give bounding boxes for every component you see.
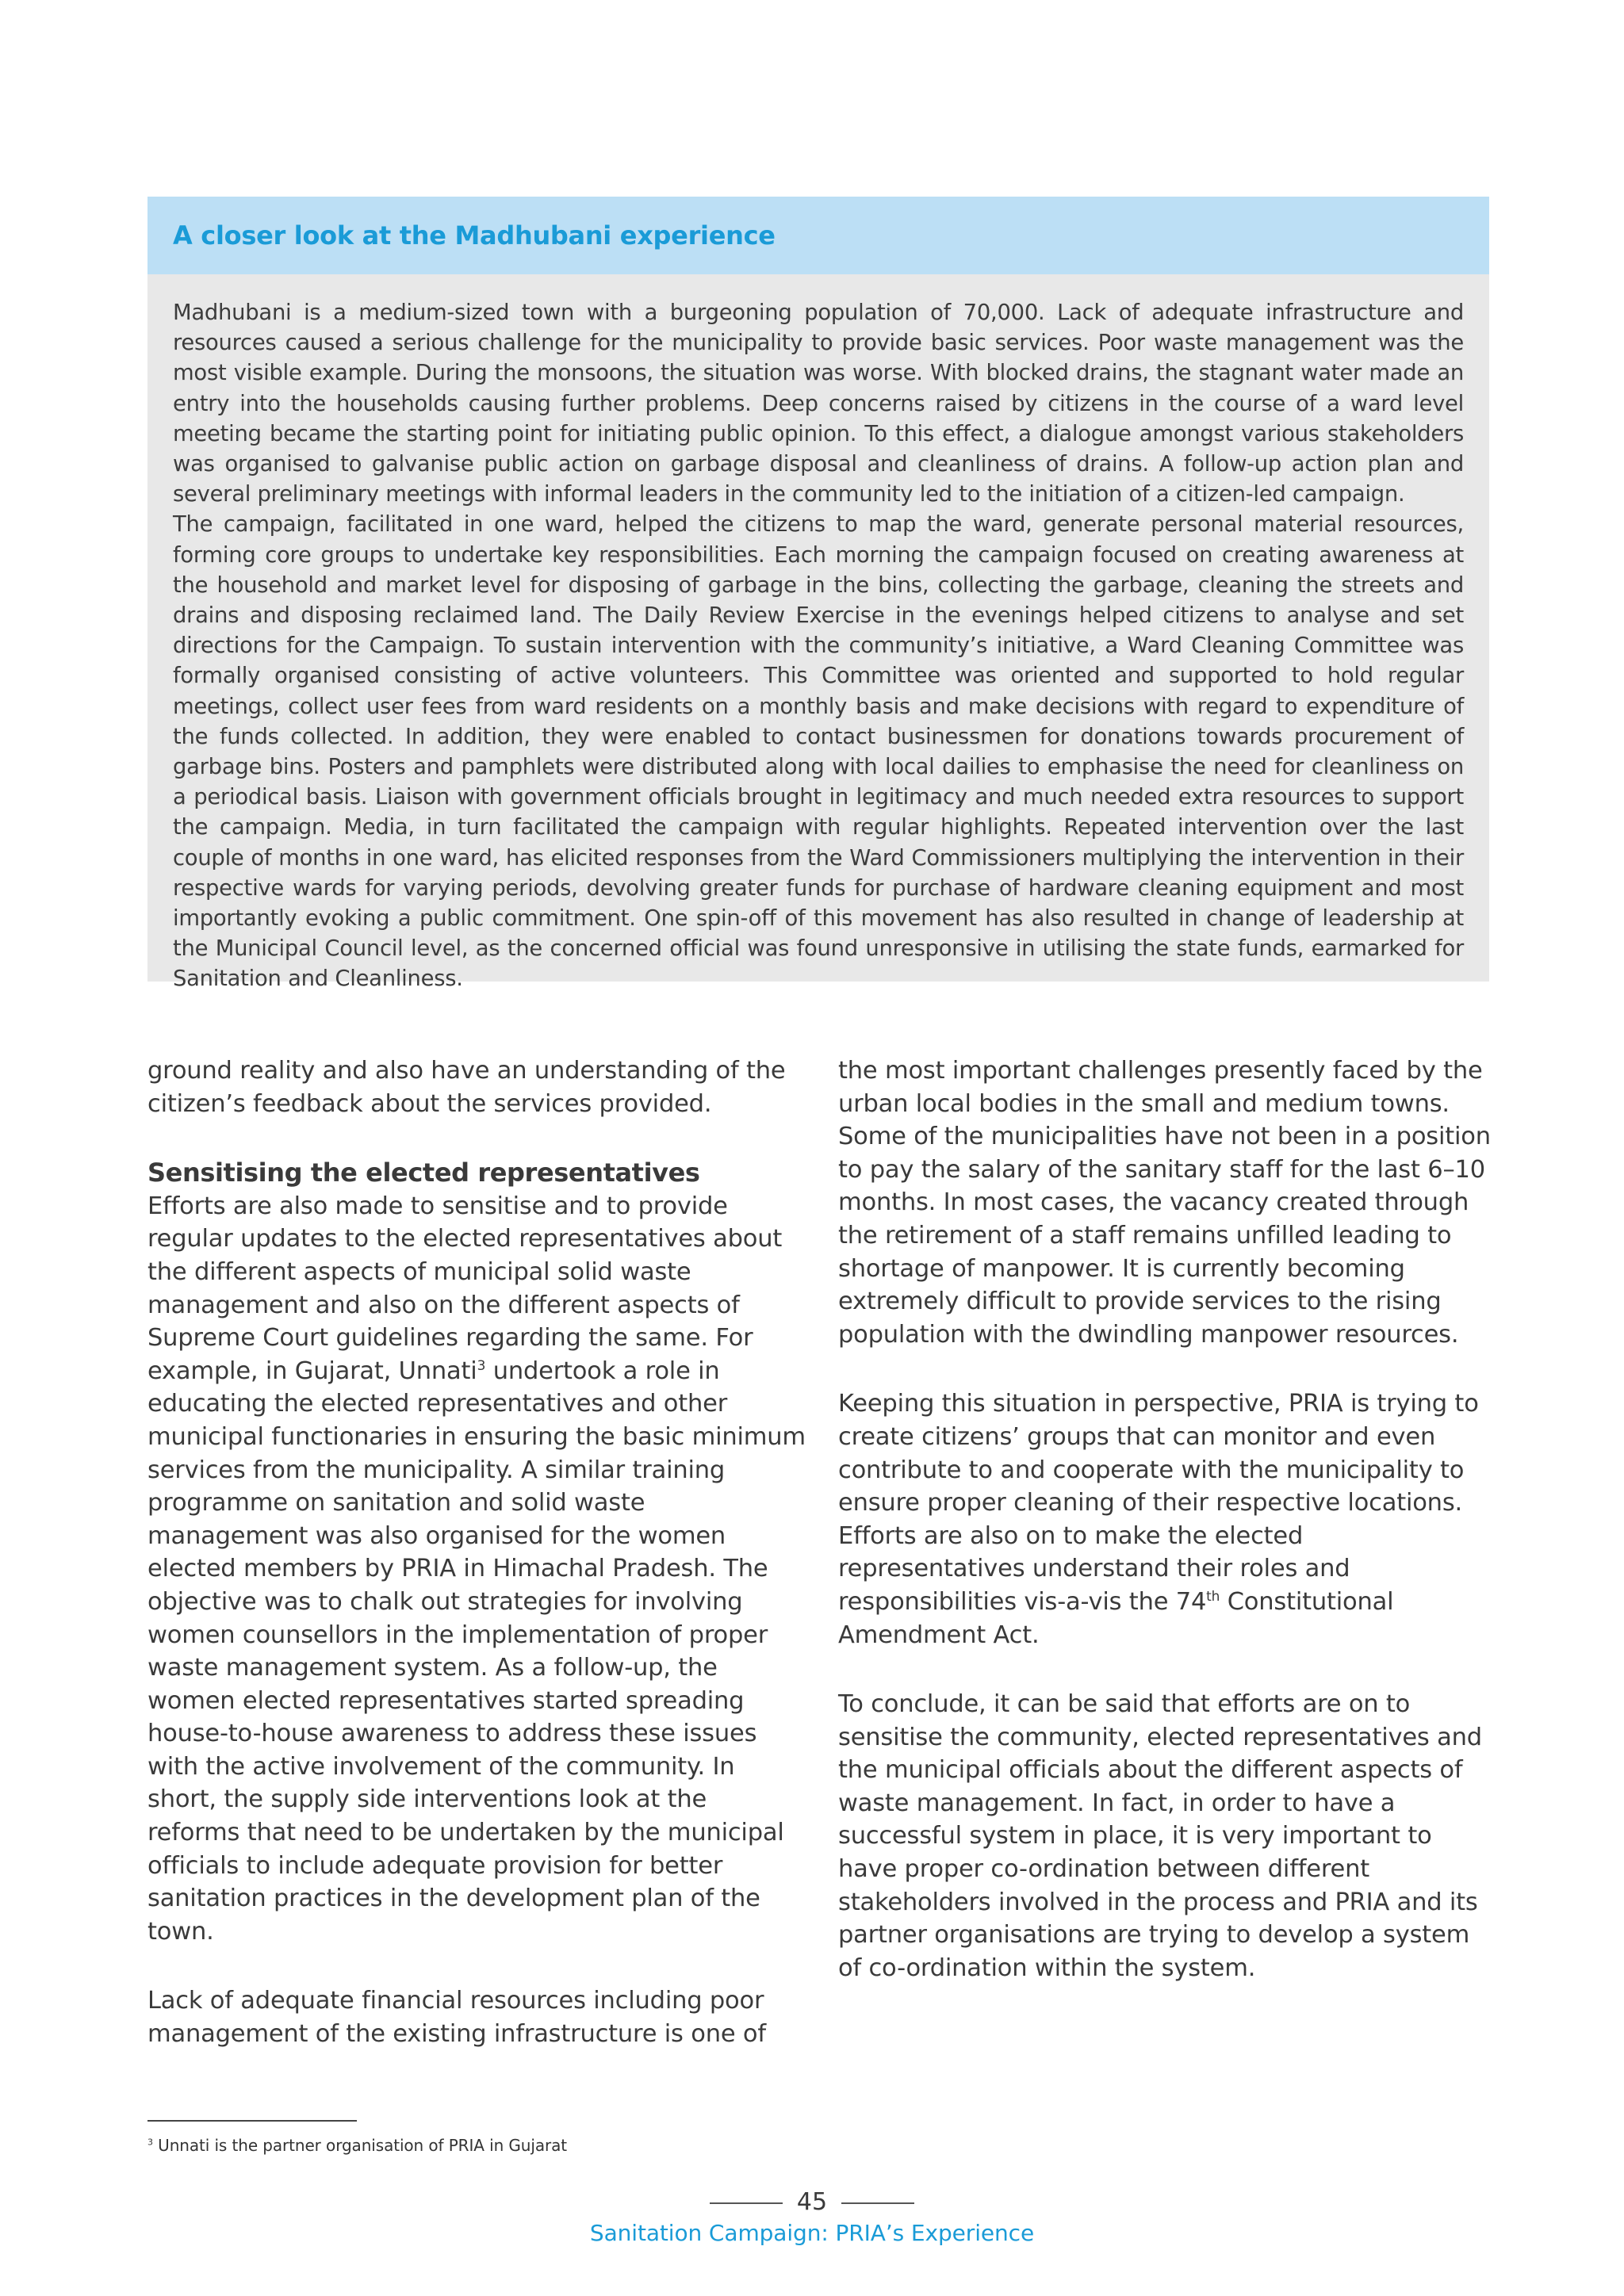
superscript: th: [1206, 1588, 1220, 1605]
body-text: Keeping this situation in perspective, PRIA is trying to create citizens’ groups that can monitor and even contribute to and cooperate with the municipality to ensure proper cleaning of their respective locations. Efforts are also on to make the elected representatives understand their roles and responsibilities vis-a-vis the 74: [838, 1390, 1479, 1616]
body-text: undertook a role in educating the elected representatives and other municipal functionaries in ensuring the basic minimum services from the municipality. A similar training programme on sanitation and solid waste management was also organised for the women elected members by PRIA in Himachal Pradesh. The objective was to chalk out strategies for involving women counsellors in the implementation of proper waste management system. As a follow-up, the women elected representatives started spreading house-to-house awareness to address these issues with the active involvement of the community. In short, the supply side interventions look at the reforms that need to be undertaken by the municipal officials to include adequate provision for better sanitation practices in the development plan of the town.: [147, 1357, 806, 1946]
footnote-reference[interactable]: 3: [477, 1357, 486, 1374]
page-number-rule-left: [710, 2202, 783, 2204]
page-number-row: [0, 2188, 1624, 2216]
body-paragraph: To conclude, it can be said that efforts are on to sensitise the community, elected representatives and the municipal officials about the different aspects of waste management. In fact, in order to have a successful system in place, it is very important to have proper co-ordination between different stakeholders involved in the process and PRIA and its partner organisations are trying to develop a system of co-ordination within the system.: [838, 1690, 1482, 1982]
case-study-box: [147, 197, 1489, 992]
case-study-title: A closer look at the Madhubani experience: [173, 220, 776, 251]
footnote-mark: 3: [147, 2137, 153, 2148]
body-paragraph: ground reality and also have an understanding of the citizen’s feedback about the services provided.: [147, 1057, 786, 1118]
body-text: Constitutional Amendment Act.: [838, 1587, 1394, 1649]
case-study-body: [147, 274, 1489, 995]
footnote: [147, 2136, 567, 2155]
footnote-text: Unnati is the partner organisation of PRIA in Gujarat: [152, 2136, 568, 2155]
page-number-rule-right: [841, 2202, 914, 2204]
case-study-header: [147, 197, 1489, 274]
section-heading: Sensitising the elected representatives: [147, 1158, 700, 1188]
right-column: [838, 1054, 1496, 1984]
running-footer-title: Sanitation Campaign: PRIA’s Experience: [589, 2220, 1035, 2246]
body-paragraph: [147, 1190, 806, 1949]
left-column: [147, 1054, 806, 2051]
page-number: 45: [796, 2188, 828, 2216]
body-paragraph: [838, 1387, 1496, 1651]
body-paragraph: the most important challenges presently faced by the urban local bodies in the small and medium towns. Some of the municipalities have not been in a position to pay the salary of the sanitary staff for the last 6–10 months. In most cases, the vacancy created through the retirement of a staff remains unfilled leading to shortage of manpower. It is currently becoming extremely difficult to provide services to the rising population with the dwindling manpower resources.: [838, 1057, 1491, 1349]
body-text: Efforts are also made to sensitise and to provide regular updates to the elected representatives about the different aspects of municipal solid waste management and also on the different aspects of Supreme Court guidelines regarding the same. For example, in Gujarat, Unnati: [147, 1192, 783, 1385]
case-study-paragraph: Madhubani is a medium-sized town with a burgeoning population of 70,000. Lack of adequate infrastructure and resources caused a serious challenge for the municipality to provide basic services. Poor waste management was the most visible example. During the monsoons, the situation was worse. With blocked drains, the stagnant water made an entry into the households causing further problems. Deep concerns raised by citizens in the course of a ward level meeting became the starting point for initiating public opinion. To this effect, a dialogue amongst various stakeholders was organised to galvanise public action on garbage disposal and cleanliness of drains. A follow-up action plan and several preliminary meetings with informal leaders in the community led to the initiation of a citizen-led campaign.: [173, 300, 1464, 507]
footnote-divider: [147, 2120, 357, 2122]
body-paragraph: Lack of adequate financial resources including poor management of the existing infrastructure is one of: [147, 1987, 766, 2049]
case-study-paragraph: The campaign, facilitated in one ward, helped the citizens to map the ward, generate personal material resources, forming core groups to undertake key responsibilities. Each morning the campaign focused on creating awareness at the household and market level for disposing of garbage in the bins, collecting the garbage, cleaning the streets and drains and disposing reclaimed land. The Daily Review Exercise in the evenings helped citizens to analyse and set directions for the Campaign. To sustain intervention with the community’s initiative, a Ward Cleaning Committee was formally organised consisting of active volunteers. This Committee was oriented and supported to hold regular meetings, collect user fees from ward residents on a monthly basis and make decisions with regard to expenditure of the funds collected. In addition, they were enabled to contact businessmen for donations towards procurement of garbage bins. Posters and pamphlets were distributed along with local dailies to emphasise the need for cleanliness on a periodical basis. Liaison with government officials brought in legitimacy and much needed extra resources to support the campaign. Media, in turn facilitated the campaign with regular highlights. Repeated intervention over the last couple of months in one ward, has elicited responses from the Ward Commissioners multiplying the intervention in their respective wards for varying periods, devolving greater funds for purchase of hardware cleaning equipment and most importantly evoking a public commitment. One spin-off of this movement has also resulted in change of leadership at the Municipal Council level, as the concerned official was found unresponsive in utilising the state funds, earmarked for Sanitation and Cleanliness.: [173, 512, 1464, 992]
